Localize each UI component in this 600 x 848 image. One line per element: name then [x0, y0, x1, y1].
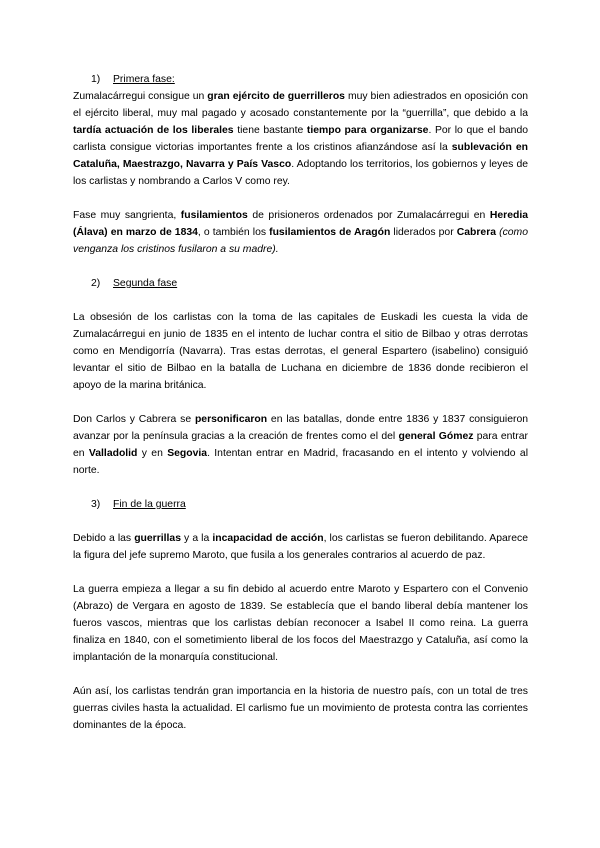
- section-heading-3: 3) Fin de la guerra: [91, 499, 186, 510]
- document-page: [73, 71, 528, 734]
- paragraph-3-2: La guerra empieza a llegar a su fin debido al acuerdo entre Maroto y Espartero con el Convenio (Abrazo) de Vergara en agosto de 1839. Se establecía que el bando liberal debía mantener los fueros vascos, mientras que los carlistas debían reconocer a Isabel II como reina. La guerra finaliza en 1840, con el sometimiento liberal de los focos del Maestrazgo y Cataluña, así como la implantación de la monarquía constitucional.: [73, 584, 528, 663]
- section-heading-2: 2) Segunda fase: [91, 278, 178, 289]
- paragraph-1-1: Zumalacárregui consigue un gran ejército de guerrilleros muy bien adiestrados en oposición con el ejército liberal, muy mal pagado y acosado constantemente por la “guerrilla”, que debido a la tardía actuación de los liberales tiene bastante tiempo para organizarse. Por lo que el bando carlista consigue victorias importantes frente a los cristinos afianzándose así la sublevación en Cataluña, Maestrazgo, Navarra y País Vasco. Adoptando los territorios, los gobiernos y leyes de los carlistas y nombrando a Carlos V como rey.: [73, 91, 529, 187]
- paragraph-1-2: Fase muy sangrienta, fusilamientos de prisioneros ordenados por Zumalacárregui en Heredia (Álava) en marzo de 1834, o también los fusilamientos de Aragón liderados por Cabrera (como venganza los cristinos fusilaron a su madre).: [73, 210, 528, 255]
- paragraph-2-2: Don Carlos y Cabrera se personificaron en las batallas, donde entre 1836 y 1837 consiguieron avanzar por la península gracias a la creación de frentes como el del general Gómez para entrar en Valladolid y en Segovia. Intentan entrar en Madrid, fracasando en el intento y volviendo al norte.: [73, 414, 529, 476]
- paragraph-2-1: La obsesión de los carlistas con la toma de las capitales de Euskadi les cuesta la vida de Zumalacárregui en junio de 1835 en el intento de luchar contra el sitio de Bilbao y otras derrotas como en Mendigorría (Navarra). Tras estas derrotas, el general Espartero (isabelino) consiguió levantar el sitio de Bilbao en la batalla de Luchana en diciembre de 1836 donde recibieron el apoyo de la marina británica.: [73, 312, 528, 391]
- section-title-1: Primera fase:: [113, 74, 175, 85]
- paragraph-3-3: Aún así, los carlistas tendrán gran importancia en la historia de nuestro país, con un total de tres guerras civiles hasta la actualidad. El carlismo fue un movimiento de protesta contra las corrientes dominantes de la época.: [73, 686, 528, 731]
- section-title-3: Fin de la guerra: [113, 499, 186, 510]
- paragraph-3-1: Debido a las guerrillas y a la incapacidad de acción, los carlistas se fueron debilitando. Aparece la figura del jefe supremo Maroto, que fusila a los generales contrarios al acuerdo de paz.: [73, 533, 529, 561]
- section-title-2: Segunda fase: [113, 278, 178, 289]
- section-heading-1: 1) Primera fase:: [91, 74, 175, 85]
